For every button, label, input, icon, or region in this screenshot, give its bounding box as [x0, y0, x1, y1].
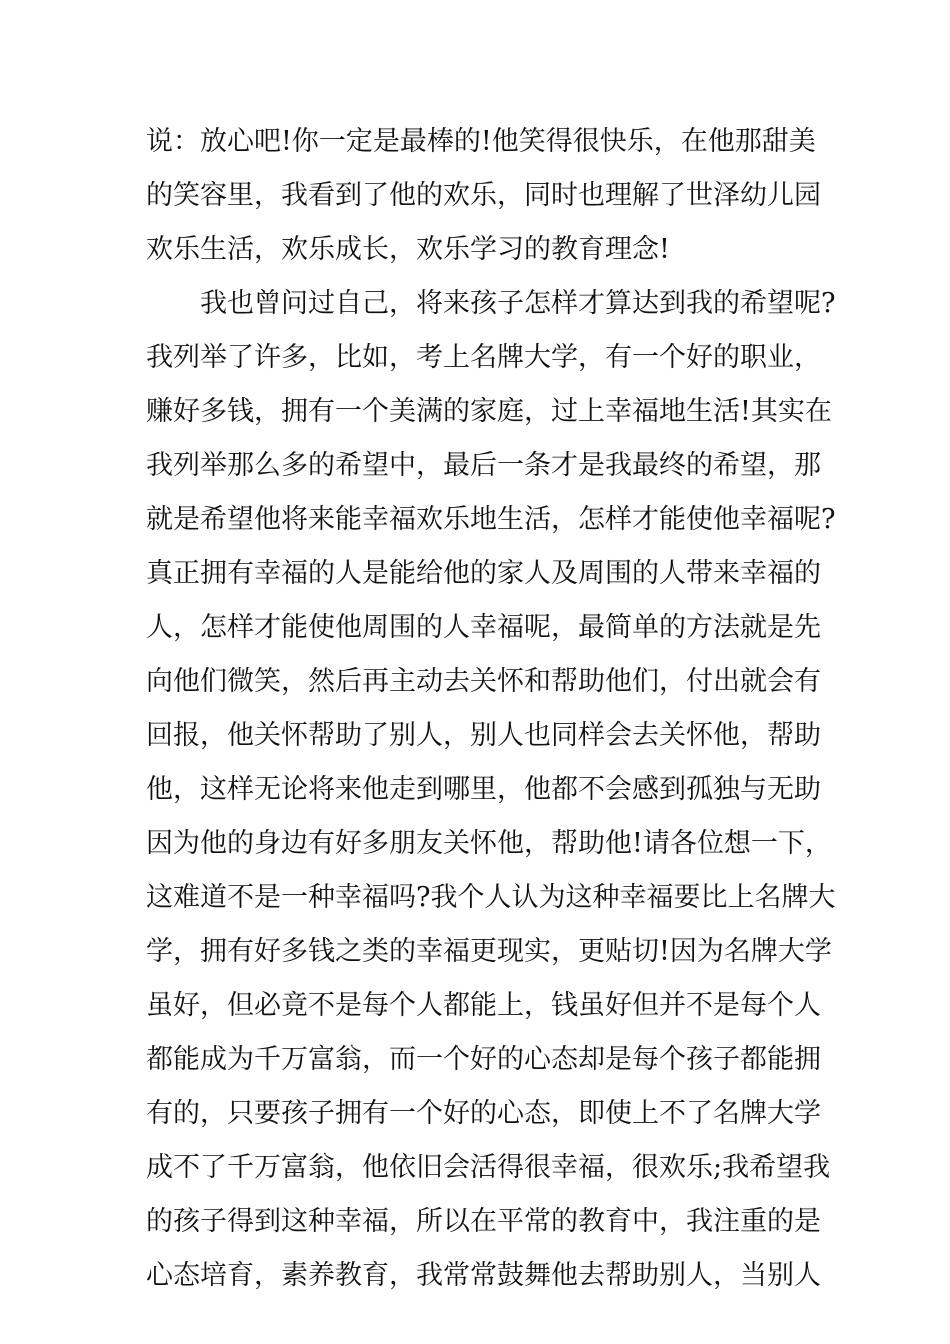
text-line: 回报，他关怀帮助了别人，别人也同样会去关怀他，帮助	[146, 720, 821, 751]
text-line: 赚好多钱，拥有一个美满的家庭，过上幸福地生活!其实在	[146, 396, 832, 427]
text-line: 成不了千万富翁，他依旧会活得很幸福，很欢乐;我希望我	[146, 1152, 831, 1183]
text-line: 他，这样无论将来他走到哪里，他都不会感到孤独与无助	[146, 774, 821, 805]
text-line: 真正拥有幸福的人是能给他的家人及周围的人带来幸福的	[146, 558, 821, 589]
text-line: 有的，只要孩子拥有一个好的心态，即使上不了名牌大学	[146, 1098, 821, 1129]
text-line: 的孩子得到这种幸福，所以在平常的教育中，我注重的是	[146, 1206, 821, 1237]
text-line: 虽好，但必竟不是每个人都能上，钱虽好但并不是每个人	[146, 990, 821, 1021]
text-line: 我列举了许多，比如，考上名牌大学，有一个好的职业，	[146, 342, 821, 373]
text-line: 的笑容里，我看到了他的欢乐，同时也理解了世泽幼儿园	[146, 180, 821, 211]
text-line: 我列举那么多的希望中，最后一条才是我最终的希望，那	[146, 450, 821, 481]
body-text	[146, 124, 836, 1312]
text-line: 向他们微笑，然后再主动去关怀和帮助他们，付出就会有	[146, 666, 821, 697]
text-line: 欢乐生活，欢乐成长，欢乐学习的教育理念!	[146, 234, 670, 265]
text-line: 人，怎样才能使他周围的人幸福呢，最简单的方法就是先	[146, 612, 821, 643]
text-line: 这难道不是一种幸福吗?我个人认为这种幸福要比上名牌大	[146, 882, 836, 913]
text-line: 因为他的身边有好多朋友关怀他，帮助他!请各位想一下，	[146, 828, 832, 859]
text-line: 心态培育，素养教育，我常常鼓舞他去帮助别人，当别人	[146, 1260, 821, 1291]
text-line: 都能成为千万富翁，而一个好的心态却是每个孩子都能拥	[146, 1044, 821, 1075]
paragraph-first-line: 我也曾问过自己，将来孩子怎样才算达到我的希望呢?	[200, 288, 836, 319]
text-line: 说：放心吧!你一定是最棒的!他笑得很快乐，在他那甜美	[146, 126, 816, 157]
text-line: 学，拥有好多钱之类的幸福更现实，更贴切!因为名牌大学	[146, 936, 832, 967]
text-line: 就是希望他将来能幸福欢乐地生活，怎样才能使他幸福呢?	[146, 504, 836, 535]
